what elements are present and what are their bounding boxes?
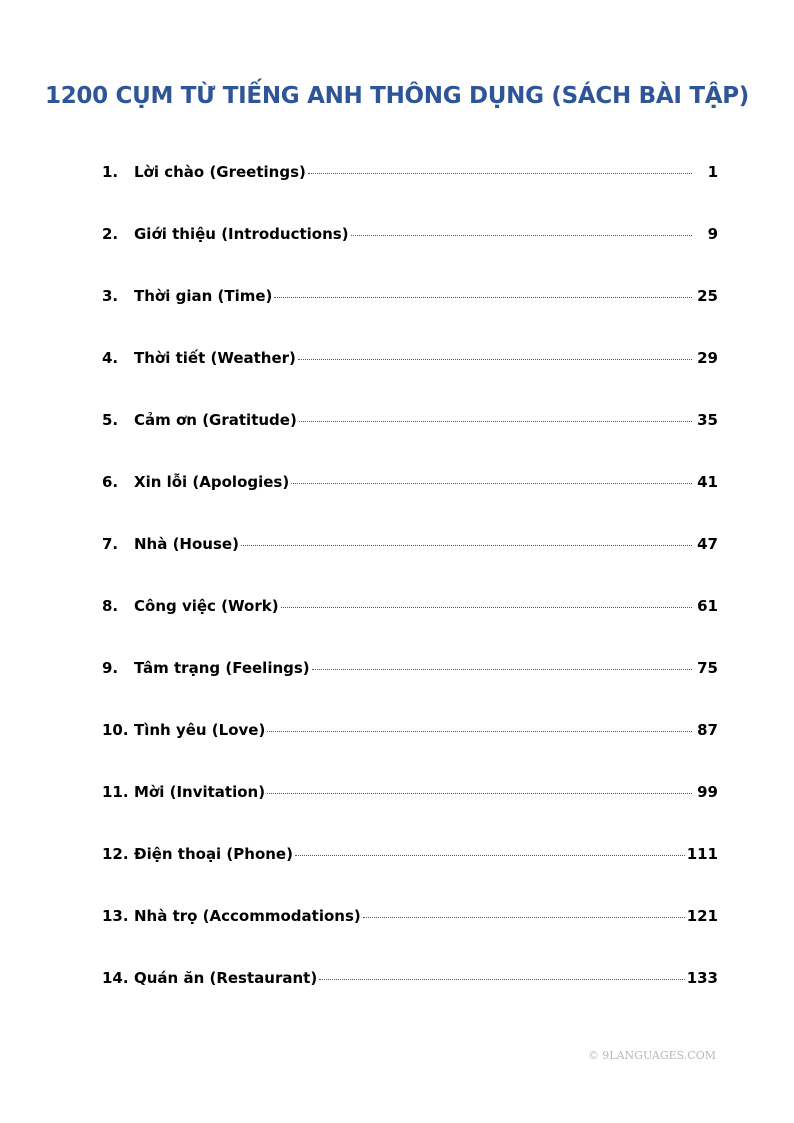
toc-entry[interactable]: [102, 597, 718, 621]
toc-entry[interactable]: [102, 225, 718, 249]
toc-page-number: 29: [697, 349, 718, 367]
toc-number: 2.: [102, 225, 119, 243]
toc-page-number: 25: [697, 287, 718, 305]
toc-page-number: 99: [697, 783, 718, 801]
dot-leader: [351, 234, 692, 236]
copyright-footer: © 9LANGUAGES.COM: [587, 1049, 716, 1062]
toc-number: 7.: [102, 535, 119, 553]
toc-label: Tâm trạng (Feelings): [134, 659, 310, 677]
toc-entry[interactable]: [102, 907, 718, 931]
toc-number: 1.: [102, 163, 119, 181]
toc-label: Điện thoại (Phone): [134, 845, 293, 863]
toc-entry[interactable]: [102, 659, 718, 683]
toc-label: Nhà (House): [134, 535, 239, 553]
toc-number: 9.: [102, 659, 119, 677]
table-of-contents: [102, 0, 718, 1000]
toc-page-number: 47: [697, 535, 718, 553]
toc-page-number: 61: [697, 597, 718, 615]
dot-leader: [299, 420, 692, 422]
toc-label: Lời chào (Greetings): [134, 163, 306, 181]
dot-leader: [267, 730, 692, 732]
toc-number: 13.: [102, 907, 129, 925]
toc-label: Nhà trọ (Accommodations): [134, 907, 361, 925]
toc-entry[interactable]: [102, 845, 718, 869]
toc-entry[interactable]: [102, 163, 718, 187]
dot-leader: [312, 668, 692, 670]
toc-number: 10.: [102, 721, 129, 739]
toc-label: Thời gian (Time): [134, 287, 273, 305]
toc-entry[interactable]: [102, 287, 718, 311]
toc-label: Mời (Invitation): [134, 783, 266, 801]
dot-leader: [295, 854, 685, 856]
dot-leader: [241, 544, 692, 546]
toc-label: Thời tiết (Weather): [134, 349, 296, 367]
toc-number: 5.: [102, 411, 119, 429]
toc-entry[interactable]: [102, 473, 718, 497]
toc-number: 4.: [102, 349, 119, 367]
toc-number: 12.: [102, 845, 129, 863]
toc-entry[interactable]: [102, 349, 718, 373]
toc-page-number: 111: [686, 845, 718, 863]
toc-number: 6.: [102, 473, 119, 491]
toc-page-number: 121: [686, 907, 718, 925]
toc-number: 11.: [102, 783, 129, 801]
dot-leader: [319, 978, 685, 980]
toc-page-number: 1: [707, 163, 718, 181]
toc-number: 3.: [102, 287, 119, 305]
toc-page-number: 35: [697, 411, 718, 429]
toc-label: Quán ăn (Restaurant): [134, 969, 318, 987]
toc-label: Giới thiệu (Introductions): [134, 225, 349, 243]
toc-entry[interactable]: [102, 411, 718, 435]
toc-entry[interactable]: [102, 783, 718, 807]
toc-entry[interactable]: [102, 535, 718, 559]
dot-leader: [281, 606, 692, 608]
toc-page-number: 41: [697, 473, 718, 491]
dot-leader: [267, 792, 692, 794]
toc-page-number: 9: [707, 225, 718, 243]
toc-entry[interactable]: [102, 721, 718, 745]
toc-label: Công việc (Work): [134, 597, 279, 615]
dot-leader: [298, 358, 692, 360]
dot-leader: [291, 482, 692, 484]
toc-page-number: 133: [686, 969, 718, 987]
toc-label: Xin lỗi (Apologies): [134, 473, 290, 491]
dot-leader: [363, 916, 685, 918]
toc-label: Cảm ơn (Gratitude): [134, 411, 297, 429]
dot-leader: [308, 172, 692, 174]
toc-page-number: 75: [697, 659, 718, 677]
toc-number: 14.: [102, 969, 129, 987]
toc-number: 8.: [102, 597, 119, 615]
toc-entry[interactable]: [102, 969, 718, 993]
dot-leader: [274, 296, 692, 298]
document-title: 1200 CỤM TỪ TIẾNG ANH THÔNG DỤNG (SÁCH BÀI TẬP): [45, 83, 749, 109]
toc-label: Tình yêu (Love): [134, 721, 266, 739]
toc-page-number: 87: [697, 721, 718, 739]
